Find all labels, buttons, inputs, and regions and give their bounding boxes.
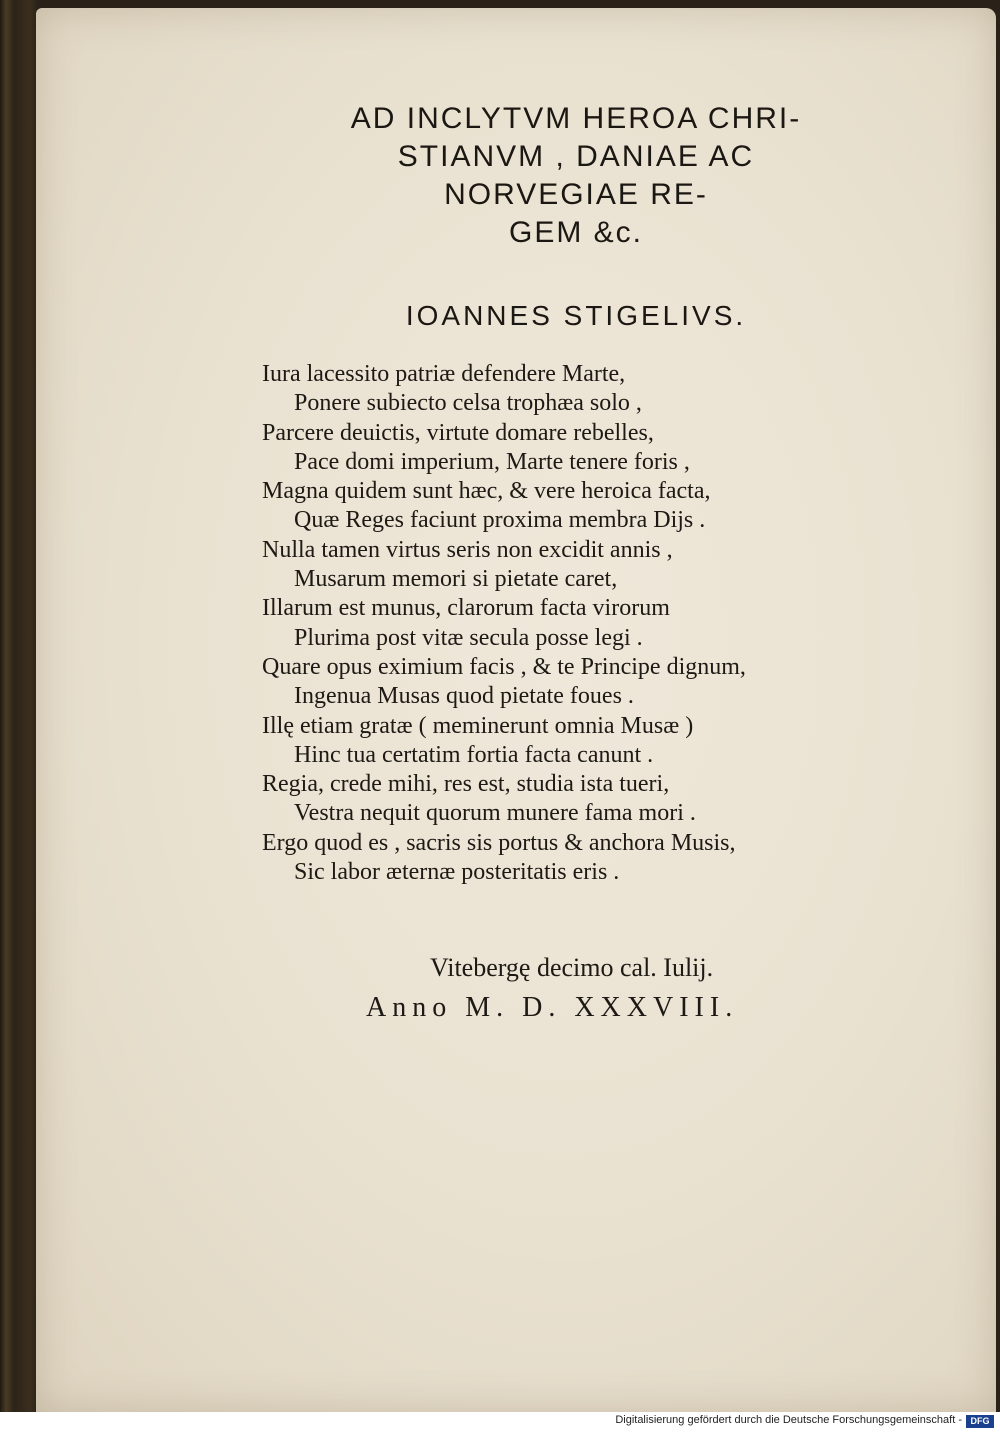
title-line-3: NORVEGIAE RE- <box>444 178 708 211</box>
poem-line: Ponere subiecto celsa trophæa solo , <box>294 390 642 417</box>
poem-line: Illarum est munus, clarorum facta virorum <box>262 595 670 622</box>
poem-line: Nulla tamen virtus seris non excidit annis , <box>262 536 673 563</box>
poem-line: Musarum memori si pietate caret, <box>294 566 618 593</box>
poem-line: Regia, crede mihi, res est, studia ista tueri, <box>262 771 670 798</box>
poem-line: Ergo quod es , sacris sis portus & anchora Musis, <box>262 829 736 856</box>
poem-line: Parcere deuictis, virtute domare rebelles, <box>262 419 654 446</box>
page-title <box>266 100 886 252</box>
author-name: IOANNES STIGELIVS. <box>405 300 747 331</box>
colophon-year: Anno M. D. XXXVIII. <box>366 992 739 1023</box>
poem-line: Magna quidem sunt hæc, & vere heroica facta, <box>262 478 711 505</box>
poem-line: Sic labor æternæ posteritatis eris . <box>294 859 620 886</box>
footer-credit: Digitalisierung gefördert durch die Deutsche Forschungsgemeinschaft - <box>615 1414 962 1426</box>
poem-line: Vestra nequit quorum munere fama mori . <box>294 800 696 827</box>
colophon-place: Vitebergę decimo cal. Iulij. <box>430 953 714 982</box>
title-line-2: STIANVM , DANIAE AC <box>397 140 755 173</box>
dfg-logo-icon: DFG <box>966 1415 994 1428</box>
book-page <box>36 8 996 1412</box>
poem-line: Quæ Reges faciunt proxima membra Dijs . <box>294 507 706 534</box>
footer-bar <box>0 1412 1000 1432</box>
poem-line: Iura lacessito patriæ defendere Marte, <box>262 361 626 387</box>
poem-line: Plurima post vitæ secula posse legi . <box>294 624 643 651</box>
poem-line: Pace domi imperium, Marte tenere foris , <box>294 448 690 475</box>
poem-line: Hinc tua certatim fortia facta canunt . <box>294 741 654 768</box>
title-line-1: AD INCLYTVM HEROA CHRI- <box>350 102 802 135</box>
title-line-4: GEM &c. <box>508 216 643 249</box>
poem-line: Quare opus eximium facis , & te Principe dignum, <box>262 653 746 680</box>
poem <box>262 360 862 887</box>
poem-line: Illę etiam gratæ ( meminerunt omnia Musæ ) <box>262 712 694 739</box>
colophon <box>366 948 846 1028</box>
poem-line: Ingenua Musas quod pietate foues . <box>294 683 634 710</box>
